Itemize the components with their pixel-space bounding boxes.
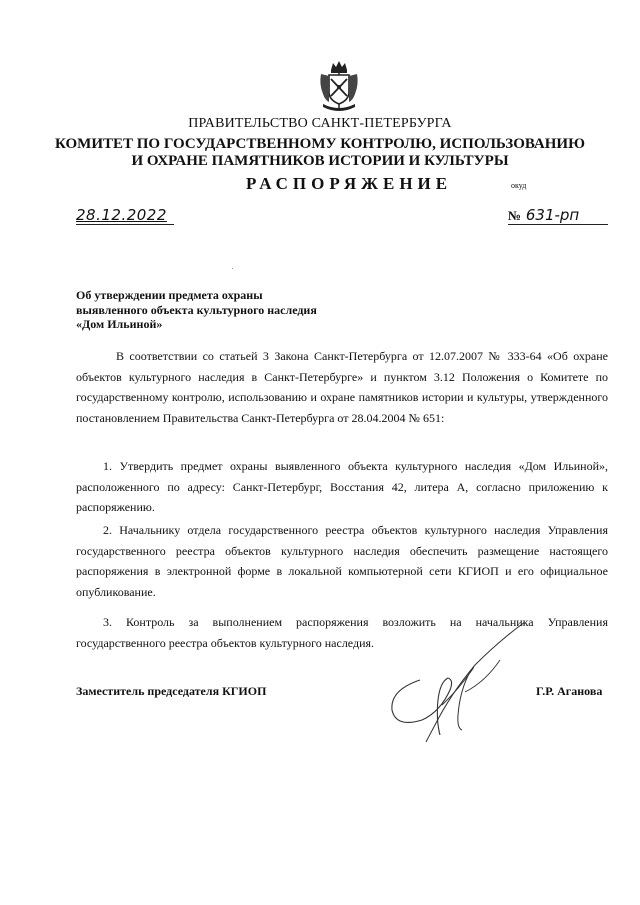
preamble-paragraph: В соответствии со статьей 3 Закона Санкт-Петербурга от 12.07.2007 № 333-64 «Об охране объектов культурного наследия в Санкт-Петербурге» и пунктом 3.12 Положения о Комитете по государственному контролю, использованию и охране памятников истории и культуры, утвержденного постановлением Правительства Санкт-Петербурга от 28.04.2004 № 651:	[76, 349, 608, 425]
document-subject	[76, 288, 317, 332]
committee-title-line2: И ОХРАНЕ ПАМЯТНИКОВ ИСТОРИИ И КУЛЬТУРЫ	[131, 153, 509, 169]
number-sign: №	[508, 208, 522, 223]
item-2-paragraph: 2. Начальнику отдела государственного реестра объектов культурного наследия Управления государственного реестра объектов культурного наследия обеспечить размещение настоящего распоряжения в электронной форме в локальной компьютерной сети КГИОП и его официальное опубликование.	[76, 523, 608, 599]
government-title: ПРАВИТЕЛЬСТВО САНКТ-ПЕТЕРБУРГА	[188, 116, 452, 131]
document-number	[508, 206, 608, 225]
subject-line3: «Дом Ильиной»	[76, 317, 163, 331]
item-1-paragraph: 1. Утвердить предмет охраны выявленного объекта культурного наследия «Дом Ильиной», расположенного по адресу: Санкт-Петербург, Восстания 42, литера А, согласно приложению к распоряжению.	[76, 459, 608, 514]
handwritten-signature	[380, 620, 530, 745]
item-3-paragraph: 3. Контроль за выполнением распоряжения возложить на начальника Управления государственного реестра объектов культурного наследия.	[76, 615, 608, 650]
committee-title	[0, 136, 640, 170]
document-type: РАСПОРЯЖЕНИЕ	[246, 174, 453, 193]
signer-name: Г.Р. Аганова	[536, 684, 603, 698]
committee-title-line1: КОМИТЕТ ПО ГОСУДАРСТВЕННОМУ КОНТРОЛЮ, ИСПОЛЬЗОВАНИЮ	[55, 136, 585, 152]
document-date: 28.12.2022	[76, 206, 174, 225]
coat-of-arms-icon	[317, 60, 361, 112]
number-value: 631-рп	[525, 206, 580, 224]
subject-line2: выявленного объекта культурного наследия	[76, 302, 317, 317]
subject-line1: Об утверждении предмета охраны	[76, 288, 263, 302]
scan-speck	[232, 268, 233, 269]
okud-label: окуд	[511, 181, 527, 190]
signer-position: Заместитель председателя КГИОП	[76, 684, 267, 698]
